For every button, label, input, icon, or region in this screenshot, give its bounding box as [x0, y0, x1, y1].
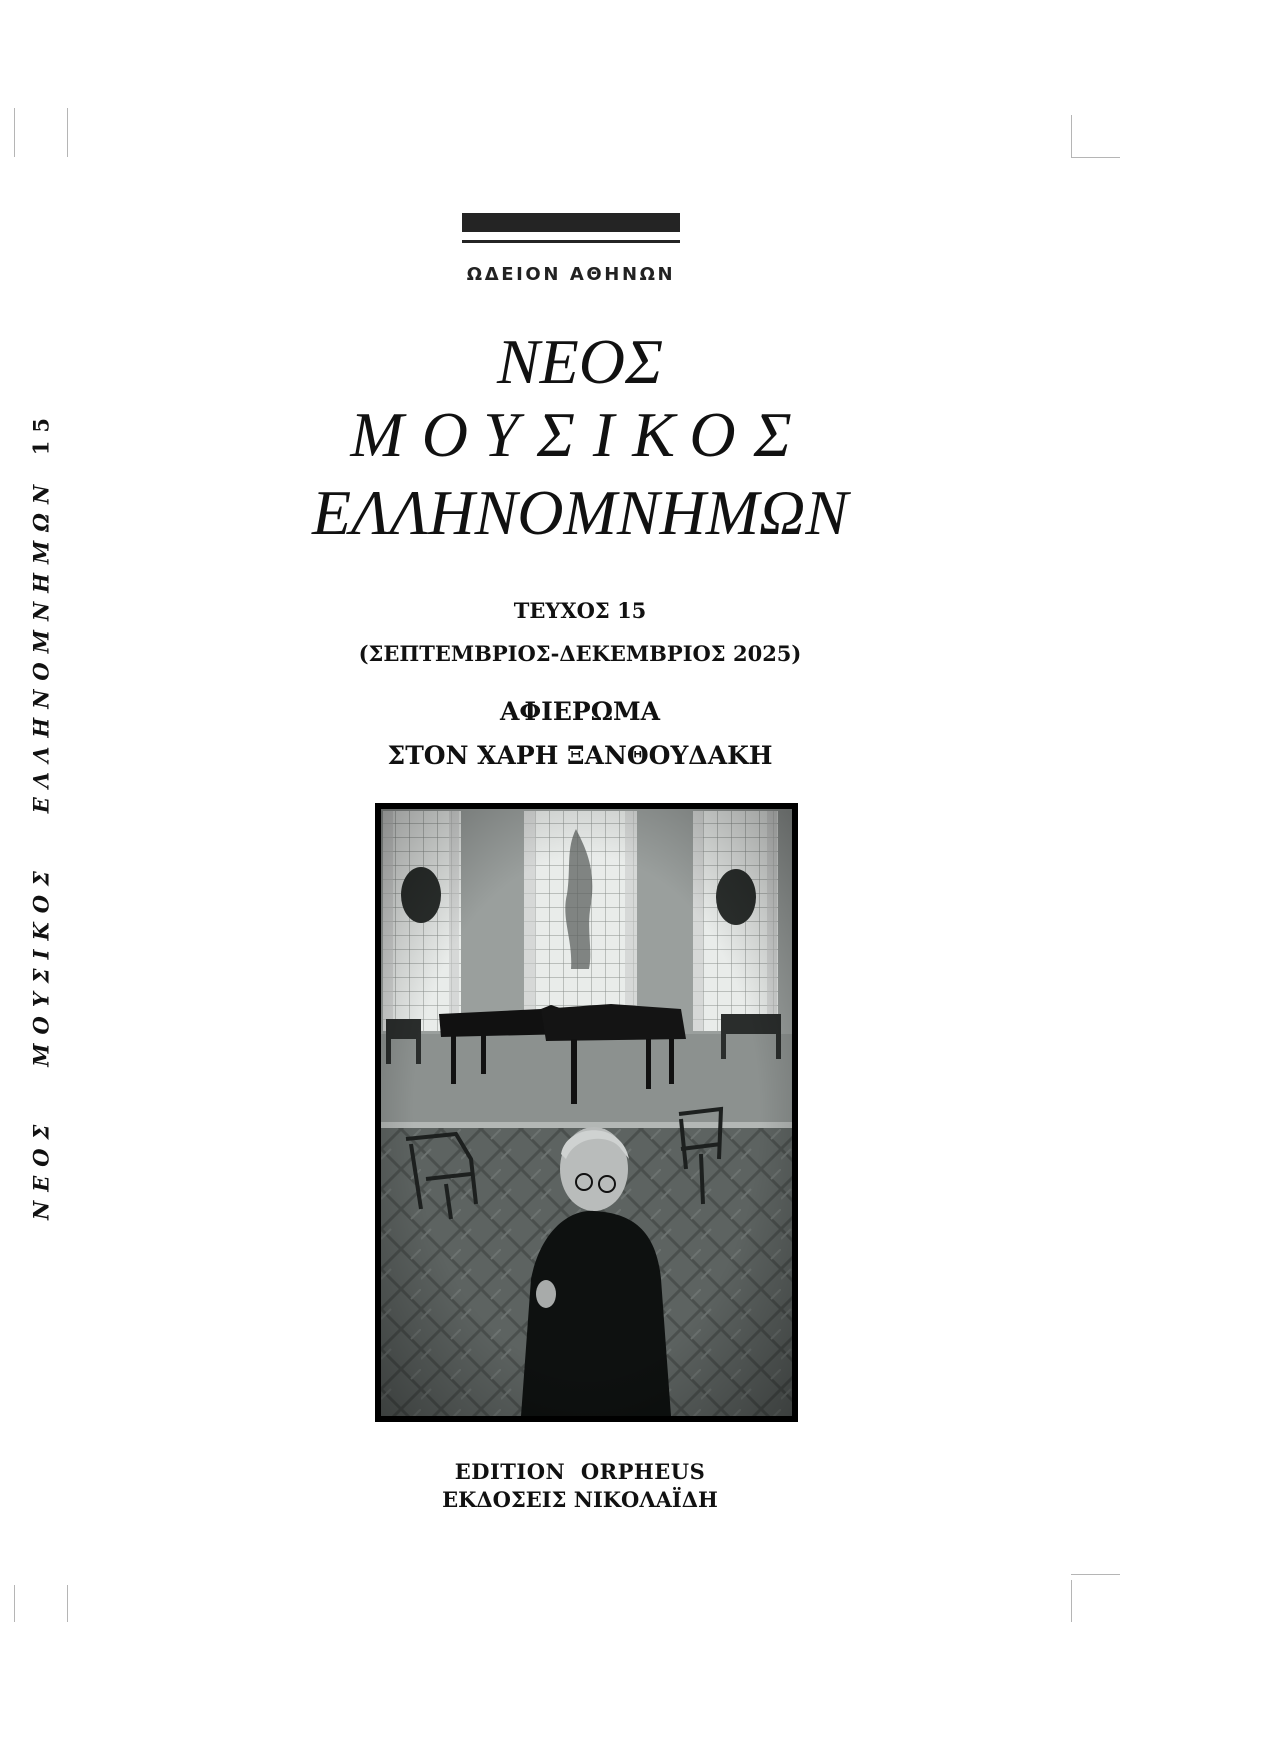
title-line-2: ΜΟΥΣΙΚΟΣ	[350, 399, 810, 470]
publisher-line-2: ΕΚΔΟΣΕΙΣ ΝΙΚΟΛΑΪΔΗ	[442, 1487, 718, 1512]
title-line-1: ΝΕΟΣ	[496, 326, 664, 397]
title-line-3: ΕΛΛΗΝΟΜΝΗΜΩΝ	[311, 477, 849, 548]
tribute-heading: ΑΦΙΕΡΩΜΑ	[499, 697, 661, 726]
publisher-line-1: EDITION ORPHEUS	[454, 1459, 706, 1484]
logo-thin-bar	[462, 240, 680, 243]
crop-mark-top-right-horizontal	[1071, 157, 1120, 158]
crop-mark-bottom-right-horizontal	[1071, 1574, 1120, 1575]
crop-mark-bottom-right-vertical	[1071, 1580, 1072, 1622]
issue-period: (ΣΕΠΤΕΜΒΡΙΟΣ-ΔΕΚΕΜΒΡΙΟΣ 2025)	[358, 641, 802, 666]
crop-mark-top-right-vertical	[1071, 115, 1072, 158]
crop-mark-bottom-left-inner	[67, 1585, 68, 1622]
logo-thick-bar	[462, 213, 680, 232]
crop-mark-bottom-left-outer	[14, 1585, 15, 1622]
logo-name: ΩΔΕΙΟΝ ΑΘΗΝΩΝ	[466, 264, 676, 285]
conservatory-logo	[462, 213, 680, 285]
tribute-subject: ΣΤΟΝ ΧΑΡΗ ΞΑΝΘΟΥΔΑΚΗ	[387, 741, 773, 770]
spine-title: ΝΕΟΣ ΜΟΥΣΙΚΟΣ ΕΛΛΗΝΟΜΝΗΜΩΝ	[28, 475, 54, 1220]
crop-mark-top-left-outer	[14, 108, 15, 157]
spine-issue-number: 15	[28, 410, 54, 456]
cover-photo	[375, 803, 798, 1422]
issue-label: ΤΕΥΧΟΣ 15	[513, 598, 647, 623]
cover-photo-image	[381, 809, 792, 1416]
crop-mark-top-left-inner	[67, 108, 68, 157]
